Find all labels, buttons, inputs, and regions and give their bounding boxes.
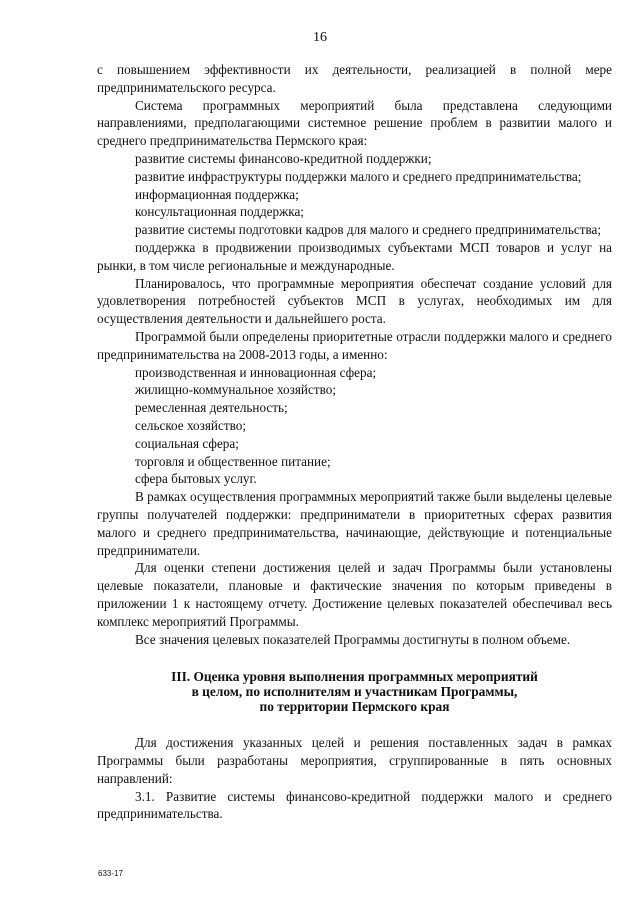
list-item: развитие системы финансово-кредитной поддержки; — [135, 150, 432, 166]
paragraph: Для достижения указанных целей и решения поставленных задач в рамках Программы были разработаны мероприятия, сгруппированные в пять основных направлений: — [97, 735, 612, 786]
section-heading-line: в целом, по исполнителям и участникам Программы, — [191, 684, 518, 700]
section-heading-line: по территории Пермского края — [259, 699, 450, 715]
paragraph: Система программных мероприятий была представлена следующими направлениями, предполагающими системное решение проблем в развитии малого и среднего предпринимательства Пермского края: — [97, 97, 612, 149]
section-heading — [97, 669, 612, 714]
list-item: социальная сфера; — [135, 435, 239, 451]
section-heading-line: III. Оценка уровня выполнения программных мероприятий — [171, 669, 538, 685]
list-item: торговля и общественное питание; — [135, 453, 331, 469]
list-item: развитие системы подготовки кадров для малого и среднего предпринимательства; — [135, 222, 602, 238]
paragraph: Программой были определены приоритетные отрасли поддержки малого и среднего предпринимательства на 2008-2013 годы, а именно: — [97, 328, 612, 362]
list-item: поддержка в продвижении производимых субъектами МСП товаров и услуг на рынки, в том числе региональные и международные. — [97, 239, 612, 273]
document-body — [97, 61, 612, 823]
paragraph: Все значения целевых показателей Программы достигнуты в полном объеме. — [135, 631, 571, 647]
list-item: консультационная поддержка; — [135, 204, 304, 220]
list-item: сельское хозяйство; — [135, 417, 246, 433]
paragraph: с повышением эффективности их деятельности, реализацией в полной мере предпринимательского ресурса. — [97, 62, 612, 95]
page-number: 16 — [313, 30, 327, 45]
list-item: развитие инфраструктуры поддержки малого и среднего предпринимательства; — [135, 168, 582, 184]
list-item: сфера бытовых услуг. — [135, 471, 257, 487]
paragraph: В рамках осуществления программных мероприятий также были выделены целевые группы получателей поддержки: предприниматели в приоритетных сферах развития малого и среднего предпринимательства, начинающие, действующие и потенциальные предприниматели. — [97, 489, 612, 558]
list-item: информационная поддержка; — [135, 186, 299, 202]
list-item: производственная и инновационная сфера; — [135, 364, 377, 380]
list-item: жилищно-коммунальное хозяйство; — [135, 382, 336, 398]
paragraph: Для оценки степени достижения целей и задач Программы были установлены целевые показатели, плановые и фактические значения по которым приведены в приложении 1 к настоящему отчету. Достижение целевых показателей обеспечивал весь комплекс мероприятий Программы. — [97, 560, 612, 629]
paragraph: 3.1. Развитие системы финансово-кредитной поддержки малого и среднего предпринимательства. — [97, 788, 612, 822]
paragraph: Планировалось, что программные мероприятия обеспечат создание условий для удовлетворения потребностей субъектов МСП в услугах, необходимых им для осуществления деятельности и дальнейшего роста. — [97, 275, 612, 327]
document-code: 633-17 — [98, 869, 123, 878]
list-item: ремесленная деятельность; — [135, 400, 288, 416]
